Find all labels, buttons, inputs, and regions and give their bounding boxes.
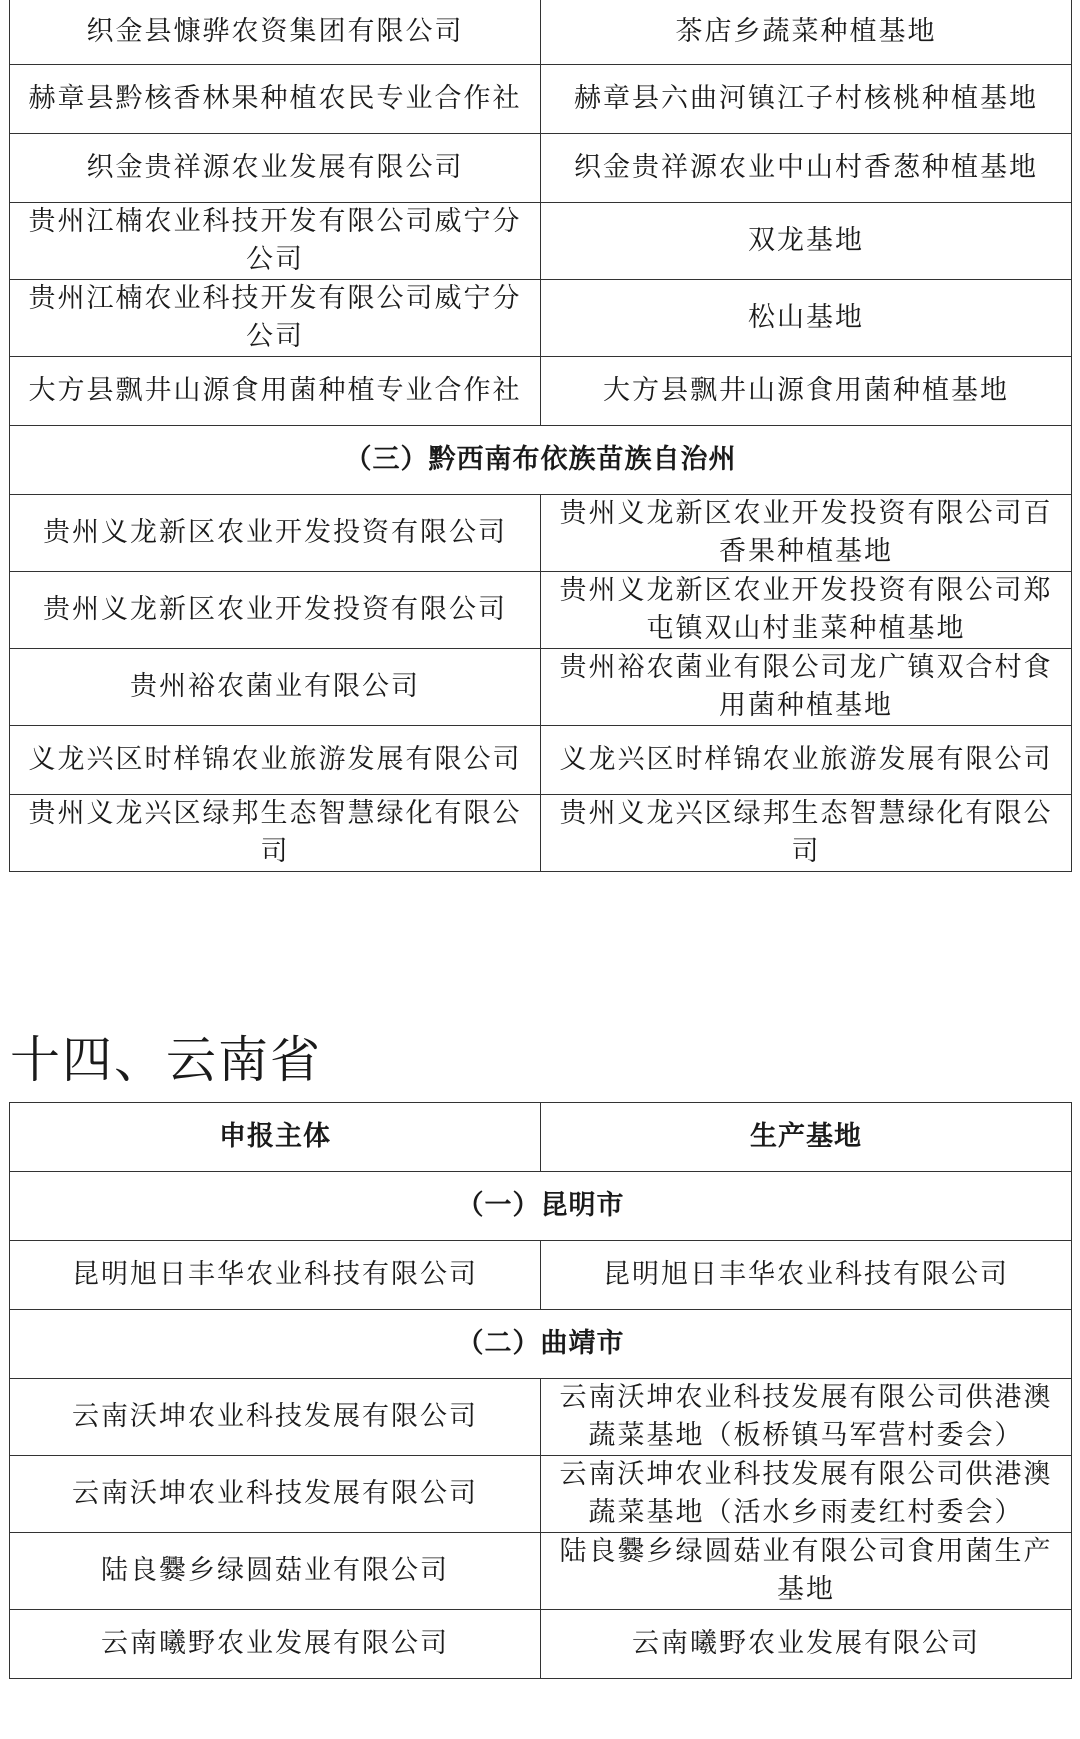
applicant-cell: 贵州裕农菌业有限公司	[10, 649, 541, 726]
header-row	[10, 1103, 1072, 1172]
section-title: （一）昆明市	[10, 1172, 1072, 1241]
table-row	[10, 357, 1072, 426]
base-cell: 贵州裕农菌业有限公司龙广镇双合村食用菌种植基地	[541, 649, 1072, 726]
table-row	[10, 1456, 1072, 1533]
base-cell: 织金贵祥源农业中山村香葱种植基地	[541, 134, 1072, 203]
table-row	[10, 726, 1072, 795]
applicant-cell: 昆明旭日丰华农业科技有限公司	[10, 1241, 541, 1310]
header-base: 生产基地	[541, 1103, 1072, 1172]
base-cell: 双龙基地	[541, 203, 1072, 280]
base-cell: 赫章县六曲河镇江子村核桃种植基地	[541, 65, 1072, 134]
applicant-cell: 贵州江楠农业科技开发有限公司威宁分公司	[10, 280, 541, 357]
guizhou-continuation-table	[9, 0, 1072, 872]
applicant-cell: 大方县飘井山源食用菌种植专业合作社	[10, 357, 541, 426]
section-row	[10, 426, 1072, 495]
applicant-cell: 织金县慷骅农资集团有限公司	[10, 0, 541, 65]
base-cell: 陆良爨乡绿圆菇业有限公司食用菌生产基地	[541, 1533, 1072, 1610]
applicant-cell: 贵州义龙新区农业开发投资有限公司	[10, 495, 541, 572]
table-row	[10, 572, 1072, 649]
table-row	[10, 280, 1072, 357]
table-row	[10, 1379, 1072, 1456]
base-cell: 云南曦野农业发展有限公司	[541, 1610, 1072, 1679]
table-row	[10, 1533, 1072, 1610]
applicant-cell: 义龙兴区时样锦农业旅游发展有限公司	[10, 726, 541, 795]
table-row	[10, 134, 1072, 203]
table-row	[10, 0, 1072, 65]
province-heading: 十四、云南省	[10, 1031, 322, 1089]
header-applicant: 申报主体	[10, 1103, 541, 1172]
base-cell: 茶店乡蔬菜种植基地	[541, 0, 1072, 65]
base-cell: 松山基地	[541, 280, 1072, 357]
yunnan-table	[9, 1102, 1072, 1679]
applicant-cell: 陆良爨乡绿圆菇业有限公司	[10, 1533, 541, 1610]
table-row	[10, 649, 1072, 726]
applicant-cell: 贵州义龙兴区绿邦生态智慧绿化有限公司	[10, 795, 541, 872]
table-row	[10, 495, 1072, 572]
section-row	[10, 1310, 1072, 1379]
applicant-cell: 云南曦野农业发展有限公司	[10, 1610, 541, 1679]
table-row	[10, 1241, 1072, 1310]
base-cell: 贵州义龙兴区绿邦生态智慧绿化有限公司	[541, 795, 1072, 872]
base-cell: 昆明旭日丰华农业科技有限公司	[541, 1241, 1072, 1310]
applicant-cell: 贵州江楠农业科技开发有限公司威宁分公司	[10, 203, 541, 280]
table-row	[10, 795, 1072, 872]
base-cell: 义龙兴区时样锦农业旅游发展有限公司	[541, 726, 1072, 795]
base-cell: 大方县飘井山源食用菌种植基地	[541, 357, 1072, 426]
applicant-cell: 赫章县黔核香林果种植农民专业合作社	[10, 65, 541, 134]
base-cell: 贵州义龙新区农业开发投资有限公司百香果种植基地	[541, 495, 1072, 572]
base-cell: 贵州义龙新区农业开发投资有限公司郑屯镇双山村韭菜种植基地	[541, 572, 1072, 649]
applicant-cell: 云南沃坤农业科技发展有限公司	[10, 1379, 541, 1456]
table-row	[10, 65, 1072, 134]
section-title: （二）曲靖市	[10, 1310, 1072, 1379]
section-title: （三）黔西南布依族苗族自治州	[10, 426, 1072, 495]
applicant-cell: 云南沃坤农业科技发展有限公司	[10, 1456, 541, 1533]
base-cell: 云南沃坤农业科技发展有限公司供港澳蔬菜基地（板桥镇马军营村委会）	[541, 1379, 1072, 1456]
section-row	[10, 1172, 1072, 1241]
table-row	[10, 203, 1072, 280]
applicant-cell: 织金贵祥源农业发展有限公司	[10, 134, 541, 203]
base-cell: 云南沃坤农业科技发展有限公司供港澳蔬菜基地（活水乡雨麦红村委会）	[541, 1456, 1072, 1533]
table-row	[10, 1610, 1072, 1679]
applicant-cell: 贵州义龙新区农业开发投资有限公司	[10, 572, 541, 649]
